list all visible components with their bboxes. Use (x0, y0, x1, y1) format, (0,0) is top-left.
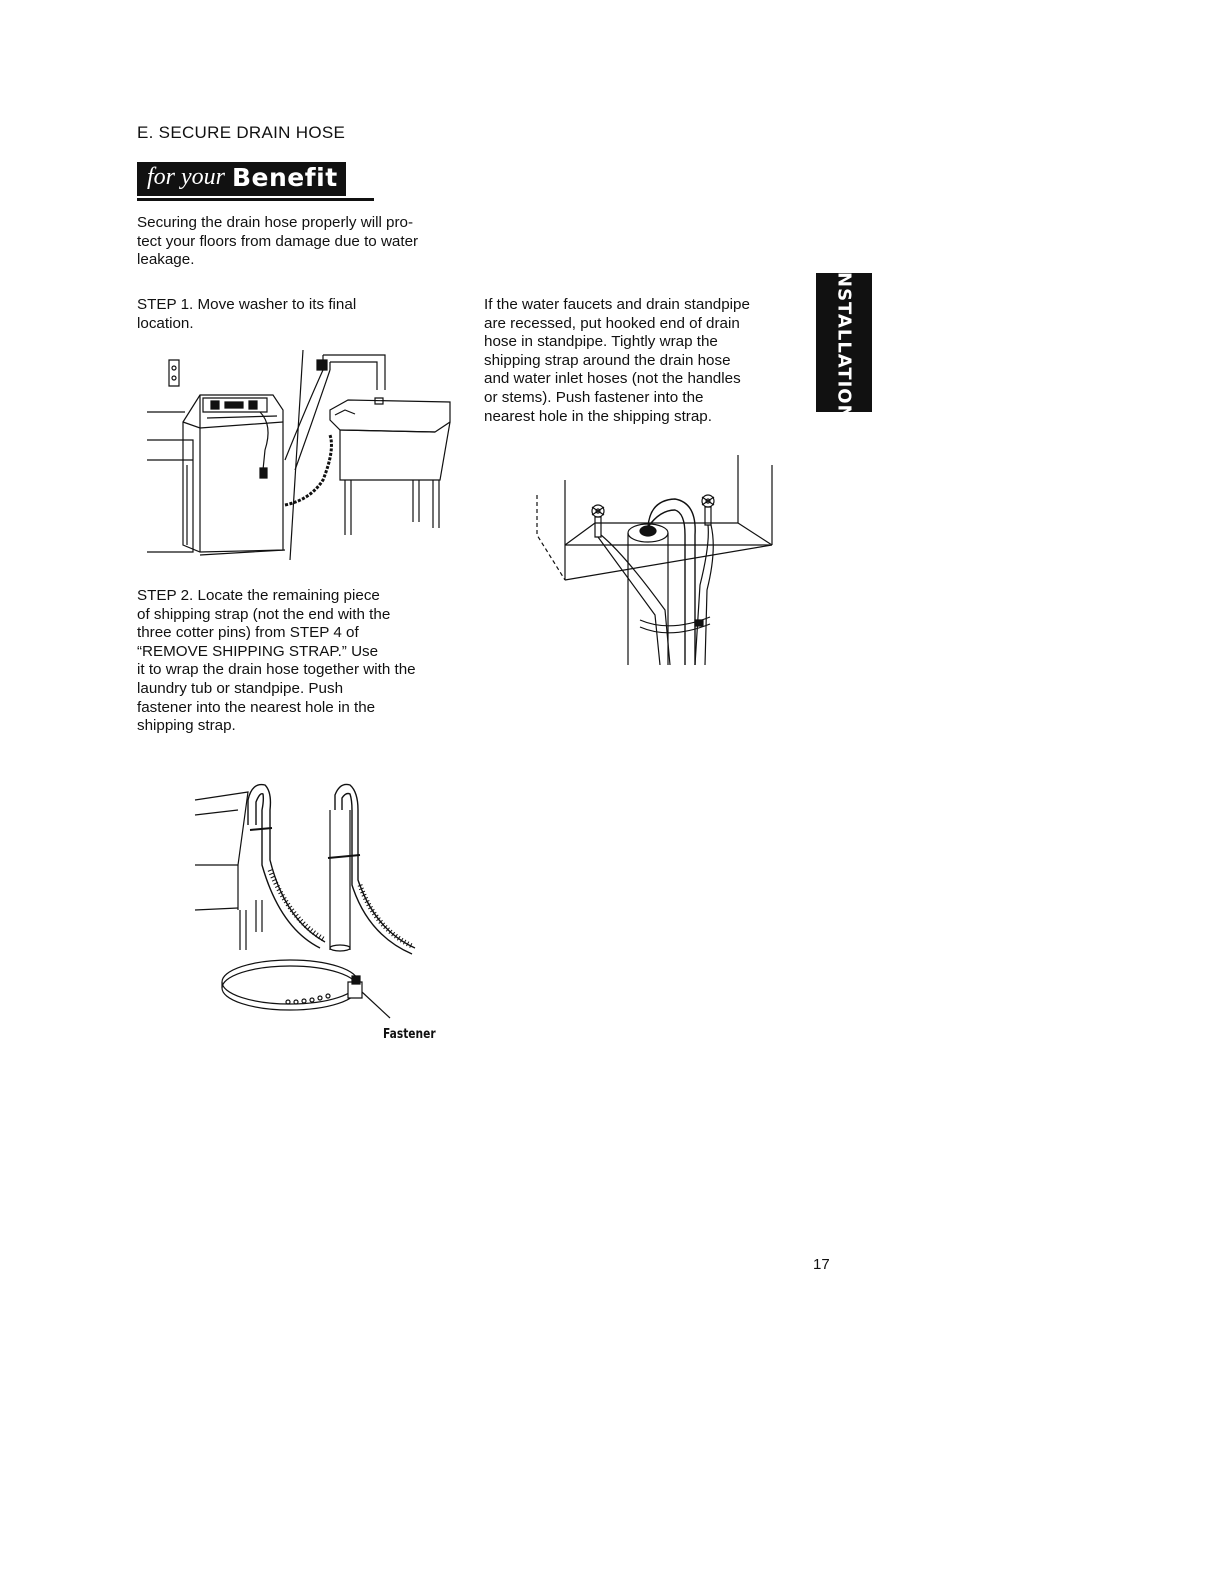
installation-side-tab (816, 264, 872, 421)
page-number: 17 (813, 1256, 830, 1273)
step2-paragraph: STEP 2. Locate the remaining piece of shipping strap (not the end with the three cotter pins) from STEP 4 of “REMOVE SHIPPING STRAP.” Use it to wrap the drain hose together with the laundry tub or standpipe. Push fastener into the nearest hole in the shipping strap. (137, 587, 416, 735)
fastener-label: Fastener (383, 1027, 436, 1042)
benefit-word: Benefit (232, 163, 338, 192)
for-your-benefit-banner (137, 162, 346, 196)
benefit-prefix: for your (147, 164, 225, 190)
recessed-paragraph: If the water faucets and drain standpipe are recessed, put hooked end of drain hose in standpipe. Tightly wrap the shipping strap around the drain hose and water inlet hoses (not the handles or stems). Push fastener into the nearest hole in the shipping strap. (484, 296, 750, 425)
recessed-standpipe-illustration (535, 455, 785, 675)
intro-paragraph: Securing the drain hose properly will pro- tect your floors from damage due to water leakage. (137, 214, 419, 269)
step1-paragraph: STEP 1. Move washer to its final location. (137, 296, 357, 332)
strap-fastener-illustration (190, 770, 430, 1025)
washer-laundry-tub-illustration (145, 350, 460, 560)
side-tab-label: INSTALLATION (833, 264, 855, 421)
section-title: E. SECURE DRAIN HOSE (137, 123, 346, 142)
benefit-underline (137, 198, 374, 201)
